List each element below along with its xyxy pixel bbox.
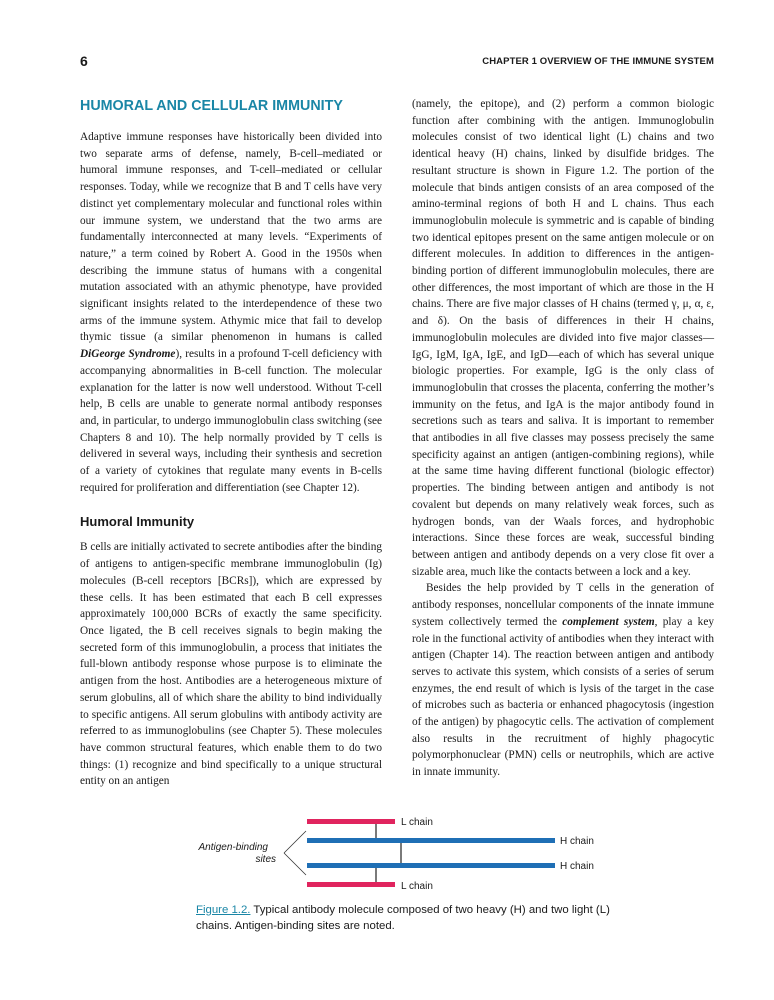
l-chain-top-label: L chain <box>401 817 433 828</box>
subsection-title: Humoral Immunity <box>80 514 195 530</box>
antigen-binding-label-sites: sites <box>255 854 276 865</box>
humoral-paragraph-3: Besides the help provided by T cells in the generation of antibody responses, noncellular components of the innate immune system collectively termed the complement system, play a key role in the functional activity of antibodies when they interact with antigen (Chapter 14). The reaction between antigen and antibody serves to activate this system, which consists of a series of serum enzymes, the end result of which is lysis of the target in the case of microbes such as bacteria or enhanced phagocytosis (ingestion of the antigen) by phagocytic cells. The activation of complement also results in the recruitment of highly phagocytic polymorphonuclear (PMN) cells or neutrophils, which are active in innate immunity. <box>412 582 714 779</box>
light-chain-top <box>307 819 395 824</box>
antibody-diagram <box>196 810 616 896</box>
right-column <box>412 96 714 781</box>
humoral-paragraph-1: B cells are initially activated to secrete antibodies after the binding of antigens to antigen-specific membrane immunoglobulin (Ig) molecules (B-cell receptors [BCRs]), which are expressed by these cells. It has been estimated that each B cell expresses approximately 100,000 BCRs of exactly the same specificity. Once ligated, the B cell receives signals to begin making the secreted form of this immunoglobulin, a process that initiates the full-blown antibody response whose purpose is to eliminate the antigen from the host. Antibodies are a heterogeneous mixture of serum globulins, all of which share the ability to bind individually to specific antigens. All serum globulins with antibody activity are referred to as immunoglobulins (see Chapter 5). These molecules have common structural features, which enable them to do two things: (1) recognize and bind specifically to a unique structural entity on an antigen <box>80 541 382 788</box>
complement-term: complement system <box>562 615 655 628</box>
heavy-chain-top <box>307 838 555 843</box>
bracket-lower <box>284 853 306 875</box>
antibody-figure <box>196 810 616 896</box>
left-column <box>80 96 382 790</box>
section-paragraph: Adaptive immune responses have historically been divided into two separate arms of defense, namely, B-cell–mediated or humoral immune responses, and T-cell–mediated or cellular responses. Today, while we recognize that B and T cells have very distinct yet complementary molecular and functional roles within our immune system, we understand that the two arms are fundamentally interconnected at many levels. “Experiments of nature,” a term coined by Robert A. Good in the 1950s when describing the immune status of humans with a congenital mutation associated with an athymic phenotype, have provided significant insights related to the interdependence of these two arms of the immune system. Athymic mice that fail to develop thymic tissue (a similar phenomenon in humans is called DiGeorge Syndrome), results in a profound T-cell deficiency with accompanying abnormalities in B-cell function. The molecular explanation for the latter is now well understood. Without T-cell help, B cells are unable to generate normal antibody responses and, in particular, to undergo immunoglobulin class switching (see Chapters 8 and 10). The help normally provided by T cells is delivered in several ways, including their synthesis and secretion of a variety of cytokines that regulate many events in B-cells required for proliferation and differentiation (see Chapter 12). <box>80 131 382 494</box>
humoral-paragraph-2: (namely, the epitope), and (2) perform a common biologic function after combining with the antigen. Immunoglobulin molecules consist of two identical light (L) chains and two identical heavy (H) chains, linked by disulfide bridges. The resultant structure is shown in Figure 1.2. The portion of the molecule that binds antigen consists of an area composed of the amino-terminal regions of both H and L chains. Thus each immunoglobulin molecule is symmetric and is capable of binding two identical epitopes present on the same antigen molecule or on different molecules. In addition to differences in the antigen-binding portion of different immunoglobulin molecules, there are other differences, the most important of which are those in the H chains. There are five major classes of H chains (termed γ, μ, α, ε, and δ). On the basis of differences in their H chains, immunoglobulin molecules are divided into five major classes—IgG, IgM, IgA, IgE, and IgD—each of which has several unique biologic properties. For example, IgG is the only class of immunoglobulin that crosses the placenta, conferring the mother’s immunity on the fetus, and IgA is the major antibody found in secretions such as tears and saliva. It is important to remember that antibodies in all five classes may possess precisely the same specificity against an antigen (antigen-combining regions), while at the same time having different functional (biologic effector) properties. The binding between antigen and antibody is not covalent but depends on many relatively weak forces, such as hydrogen bonds, van der Waals forces, and hydrophobic interactions. Since these forces are weak, successful binding between antigen and antibody depends on a very close fit over a sizable area, much like the contacts between a lock and a key. <box>412 98 714 578</box>
figure-link[interactable]: Figure 1.2. <box>196 904 251 916</box>
antigen-binding-label: Antigen-binding <box>198 842 268 853</box>
bracket-upper <box>284 831 306 853</box>
l-chain-bottom-label: L chain <box>401 881 433 892</box>
page-number: 6 <box>80 53 88 69</box>
figure-caption <box>196 902 616 934</box>
running-head: CHAPTER 1 OVERVIEW OF THE IMMUNE SYSTEM <box>482 56 714 67</box>
h-chain-top-label: H chain <box>560 836 594 847</box>
digeorge-term: DiGeorge Syndrome <box>80 348 176 361</box>
h-chain-bottom-label: H chain <box>560 861 594 872</box>
section-title: HUMORAL AND CELLULAR IMMUNITY <box>80 98 343 114</box>
heavy-chain-bottom <box>307 863 555 868</box>
caption-text: Typical antibody molecule composed of two heavy (H) and two light (L) chains. Antigen-binding sites are noted. <box>196 904 610 932</box>
light-chain-bottom <box>307 882 395 887</box>
